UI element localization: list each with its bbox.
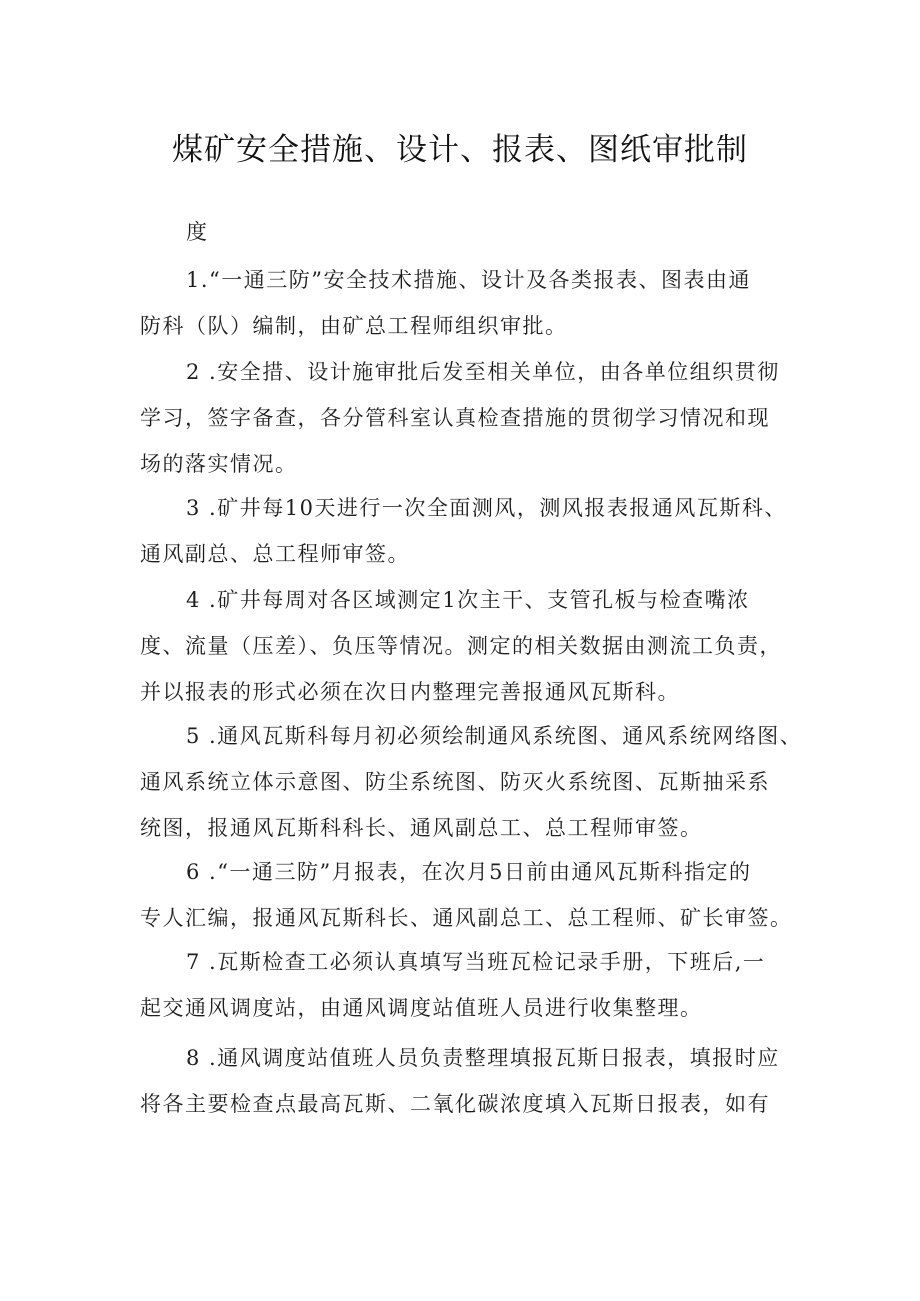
text-line: 起交通风调度站，由通风调度站值班人员进行收集整理。 <box>140 996 703 1020</box>
text-line: 6 .“一通三防”月报表，在次月5日前由通风瓦斯科指定的 <box>186 860 752 884</box>
text-line: 度、流量（压差）、负压等情况。测定的相关数据由测流工负责， <box>140 634 782 658</box>
text-line: 并以报表的形式必须在次日内整理完善报通风瓦斯科。 <box>140 680 680 704</box>
text-line: 8 .通风调度站值班人员负责整理填报瓦斯日报表，填报时应 <box>186 1046 780 1070</box>
text-line: 4 .矿井每周对各区域测定1次主干、支管孔板与检查嘴浓 <box>186 588 750 612</box>
text-line: 3 .矿井每10天进行一次全面测风，测风报表报通风瓦斯科、 <box>186 496 787 520</box>
text-line: 2 .安全措、设计施审批后发至相关单位，由各单位组织贯彻 <box>186 360 780 384</box>
text-line: 通风系统立体示意图、防尘系统图、防灭火系统图、瓦斯抽采系 <box>140 770 770 794</box>
text-line: 统图，报通风瓦斯科科长、通风副总工、总工程师审签。 <box>140 816 703 840</box>
text-line: 将各主要检查点最高瓦斯、二氧化碳浓度填入瓦斯日报表，如有 <box>140 1092 770 1116</box>
text-line: 防科（队）编制，由矿总工程师组织审批。 <box>140 314 568 338</box>
text-line: 5 .通风瓦斯科每月初必须绘制通风系统图、通风系统网络图、 <box>186 724 803 748</box>
page-title: 煤矿安全措施、设计、报表、图纸审批制 <box>172 132 748 168</box>
text-line: 专人汇编，报通风瓦斯科长、通风副总工、总工程师、矿长审签。 <box>140 906 793 930</box>
text-line: 7 .瓦斯检查工必须认真填写当班瓦检记录手册，下班后,一 <box>186 950 766 974</box>
text-line: 学习，签字备查，各分管科室认真检查措施的贯彻学习情况和现 <box>140 406 770 430</box>
text-line: 场的落实情况。 <box>140 452 298 476</box>
text-line: 1.“一通三防”安全技术措施、设计及各类报表、图表由通 <box>186 268 752 292</box>
text-line: 度 <box>186 220 209 244</box>
text-line: 通风副总、总工程师审签。 <box>140 542 410 566</box>
